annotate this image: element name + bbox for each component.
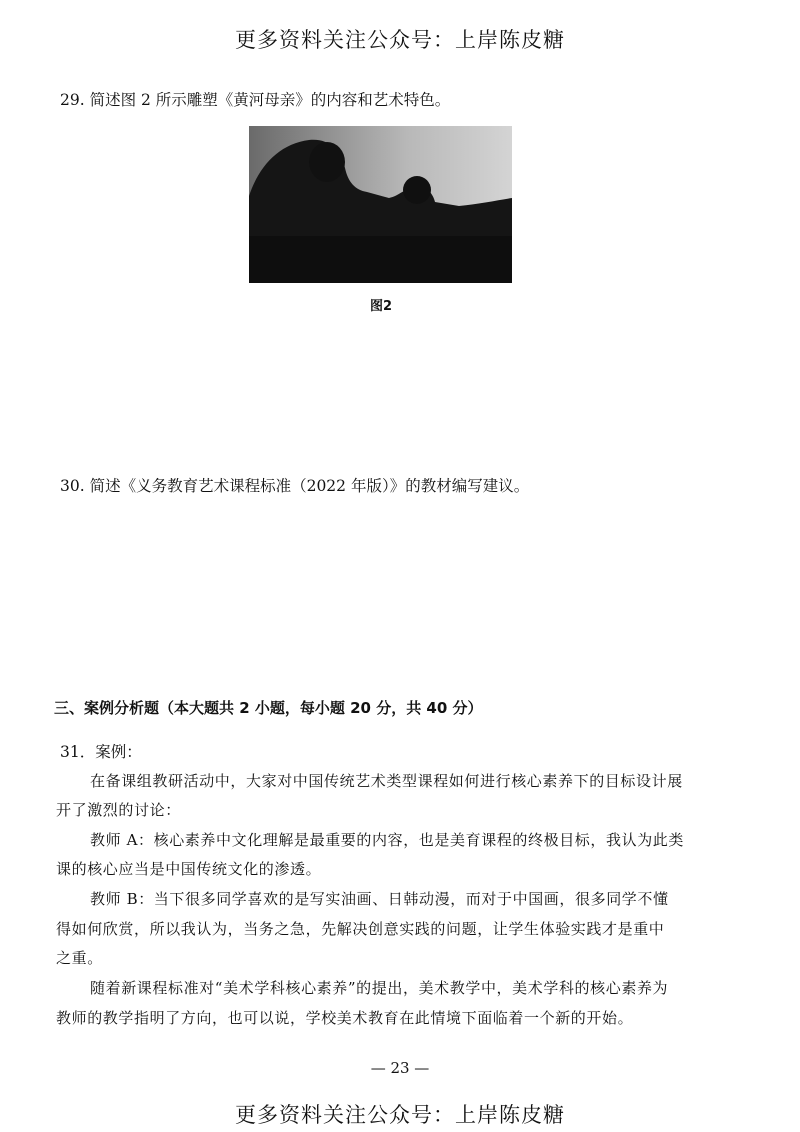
sculpture-silhouette-image — [249, 126, 512, 283]
page-number: — 23 — — [370, 1059, 430, 1077]
figure-caption: 图2 — [370, 299, 393, 314]
case-line: 随着新课程标准对“美术学科核心素养”的提出，美术教学中，美术学科的核心素养为 — [90, 979, 669, 997]
watermark-bottom: 更多资料关注公众号：上岸陈皮糖 — [235, 1103, 565, 1127]
case-line: 教师 B：当下很多同学喜欢的是写实油画、日韩动漫，而对于中国画，很多同学不懂 — [90, 890, 669, 908]
case-line: 开了激烈的讨论： — [56, 801, 181, 819]
question-30: 30. 简述《义务教育艺术课程标准（2022 年版）》的教材编写建议。 — [60, 477, 530, 495]
case-line: 得如何欣赏，所以我认为，当务之急，先解决创意实践的问题，让学生体验实践才是重中 — [56, 920, 665, 938]
question-31-label: 31．案例： — [60, 743, 142, 761]
watermark-top: 更多资料关注公众号：上岸陈皮糖 — [235, 28, 565, 52]
question-29: 29. 简述图 2 所示雕塑《黄河母亲》的内容和艺术特色。 — [60, 91, 451, 109]
case-line: 课的核心应当是中国传统文化的渗透。 — [56, 860, 322, 878]
section-heading: 三、案例分析题（本大题共 2 小题，每小题 20 分，共 40 分） — [54, 699, 483, 717]
case-line: 在备课组教研活动中，大家对中国传统艺术类型课程如何进行核心素养下的目标设计展 — [90, 772, 683, 790]
case-line: 教师 A：核心素养中文化理解是最重要的内容，也是美育课程的终极目标，我认为此类 — [90, 831, 685, 849]
case-line: 教师的教学指明了方向，也可以说，学校美术教育在此情境下面临着一个新的开始。 — [56, 1009, 634, 1027]
case-line: 之重。 — [56, 949, 103, 967]
sculpture-photo — [249, 126, 512, 283]
